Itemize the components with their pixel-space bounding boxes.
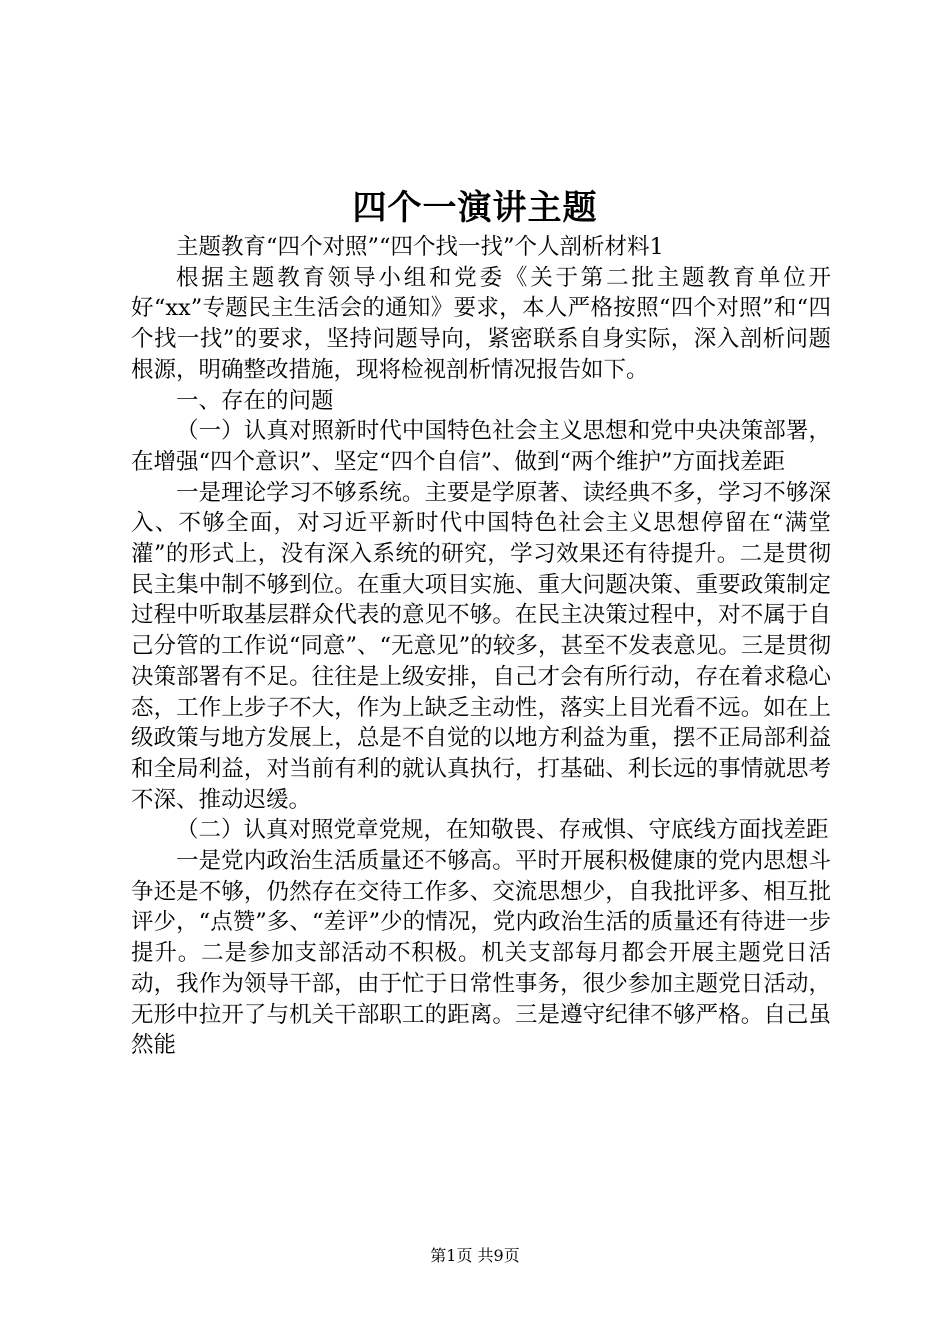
section-heading: 一、存在的问题: [176, 387, 334, 414]
body-paragraph-1: 一是理论学习不够系统。主要是学原著、读经典不多，学习不够深入、不够全面，对习近平新时代中国特色社会主义思想停留在“满堂灌”的形式上，没有深入系统的研究，学习效果还有待提升。二是贯彻民主集中制不够到位。在重大项目实施、重大问题决策、重要政策制定过程中听取基层群众代表的意见不够。在民主决策过程中，对不属于自己分管的工作说“同意”、“无意见”的较多，甚至不发表意见。三是贯彻决策部署有不足。往往是上级安排，自己才会有所行动，存在着求稳心态，工作上步子不大，作为上缺乏主动性，落实上目光看不远。如在上级政策与地方发展上，总是不自觉的以地方利益为重，摆不正局部利益和全局利益，对当前有利的就认真执行，打基础、利长远的事情就思考不深、推动迟缓。: [131, 479, 831, 813]
document-body: [131, 232, 831, 1061]
document-title: 四个一演讲主题: [352, 188, 598, 228]
subsection-heading-1: （一）认真对照新时代中国特色社会主义思想和党中央决策部署，在增强“四个意识”、坚定“四个自信”、做到“两个维护”方面找差距: [131, 418, 831, 475]
subsection-heading-2: （二）认真对照党章党规，在知敬畏、存戒惧、守底线方面找差距: [176, 817, 829, 844]
subtitle-paragraph: 主题教育“四个对照”“四个找一找”个人剖析材料1: [176, 234, 664, 260]
intro-paragraph: 根据主题教育领导小组和党委《关于第二批主题教育单位开好“xx”专题民主生活会的通知》要求，本人严格按照“四个对照”和“四个找一找”的要求，坚持问题导向，紧密联系自身实际，深入剖析问题根源，明确整改措施，现将检视剖析情况报告如下。: [131, 264, 831, 383]
page-footer: 第1页 共9页: [430, 1246, 520, 1265]
body-paragraph-2: 一是党内政治生活质量还不够高。平时开展积极健康的党内思想斗争还是不够，仍然存在交待工作多、交流思想少，自我批评多、相互批评少，“点赞”多、“差评”少的情况，党内政治生活的质量还有待进一步提升。二是参加支部活动不积极。机关支部每月都会开展主题党日活动，我作为领导干部，由于忙于日常性事务，很少参加主题党日活动，无形中拉开了与机关干部职工的距离。三是遵守纪律不够严格。自己虽然能: [131, 848, 831, 1059]
